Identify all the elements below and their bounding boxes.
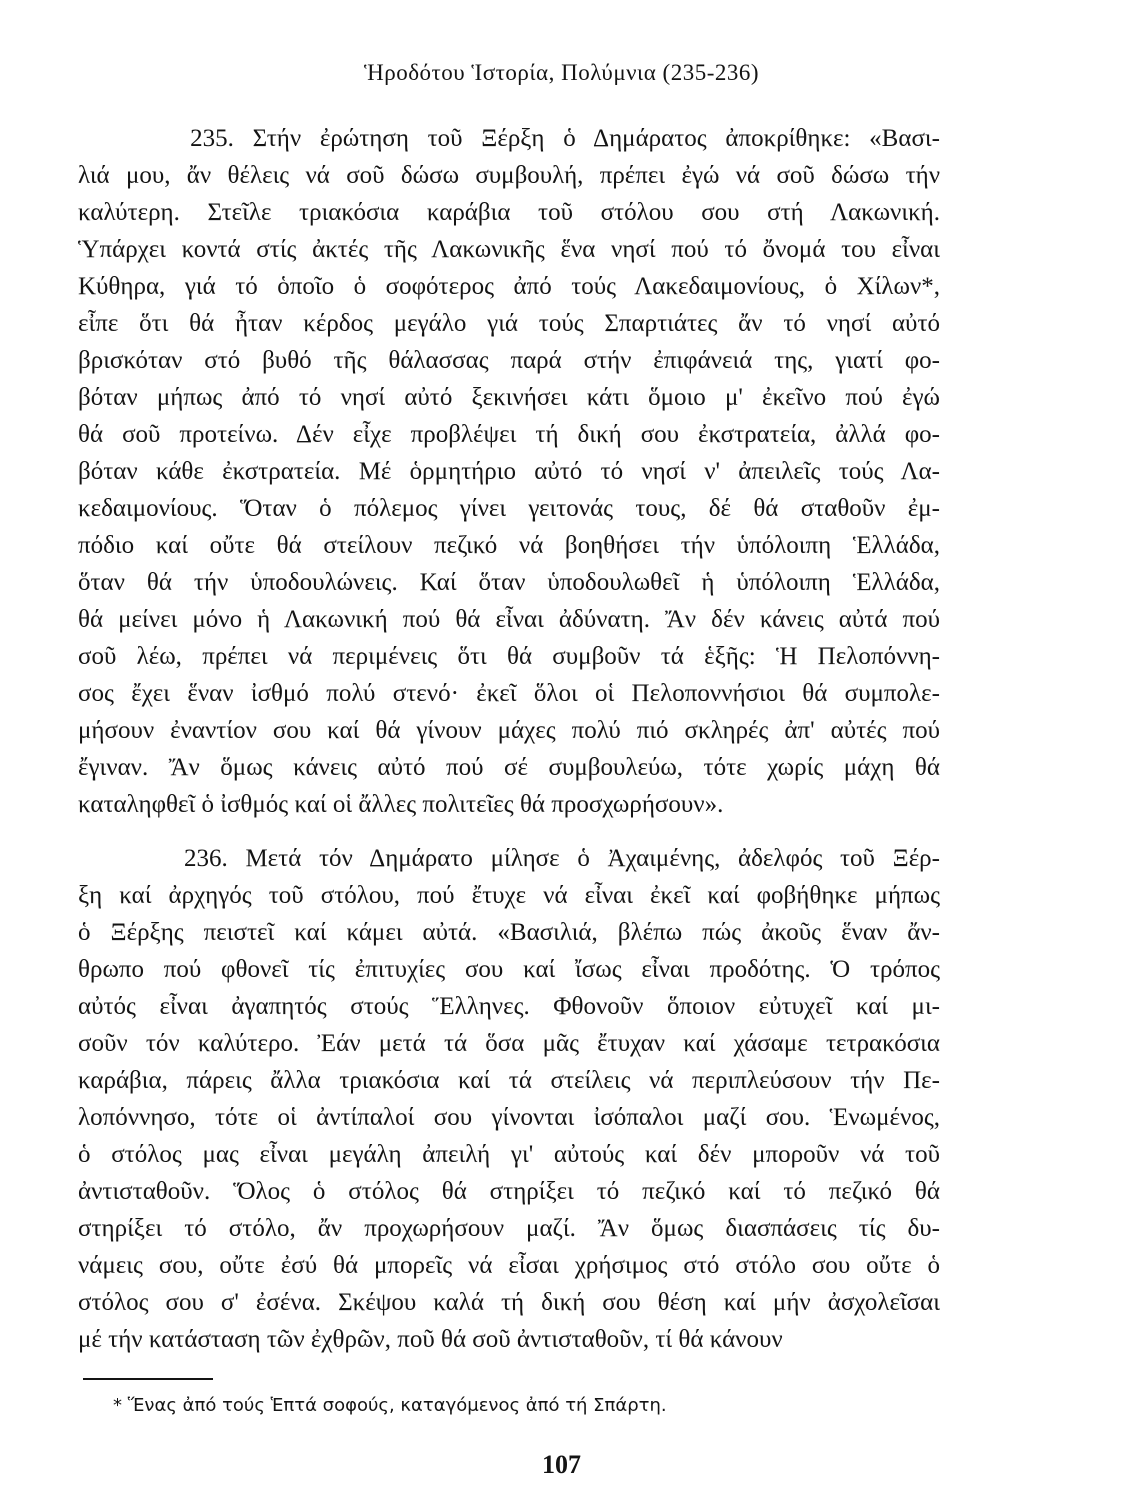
- text-line: εἶπε ὅτι θά ἦταν κέρδος μεγάλο γιά τούς Σπαρτιάτες ἄν τό νησί αὐτό: [78, 310, 940, 337]
- text-line: νάμεις σου, οὔτε ἐσύ θά μπορεῖς νά εἶσαι χρήσιμος στό στόλο σου οὔτε ὁ: [78, 1252, 940, 1279]
- text-line: θρωπο πού φθονεῖ τίς ἐπιτυχίες σου καί ἴσως εἶναι προδότης. Ὁ τρόπος: [78, 956, 940, 983]
- text-line: λιά μου, ἄν θέλεις νά σοῦ δώσω συμβουλή, πρέπει ἐγώ νά σοῦ δώσω τήν: [78, 162, 940, 189]
- section-236: [78, 840, 940, 1358]
- page-number: 107: [542, 1450, 581, 1479]
- footnote-rule: [83, 1378, 213, 1380]
- footnote: * Ἕνας ἀπό τούς Ἑπτά σοφούς, καταγόμενος ἀπό τή Σπάρτη.: [113, 1395, 667, 1416]
- text-line: θά σοῦ προτείνω. Δέν εἶχε προβλέψει τή δική σου ἐκστρατεία, ἀλλά φο-: [78, 421, 940, 448]
- text-line: ἀντισταθοῦν. Ὅλος ὁ στόλος θά στηρίξει τό πεζικό καί τό πεζικό θά: [78, 1178, 940, 1205]
- text-line: βόταν κάθε ἐκστρατεία. Μέ ὁρμητήριο αὐτό τό νησί ν' ἀπειλεῖς τούς Λα-: [78, 458, 940, 485]
- text-line: 236. Μετά τόν Δημάρατο μίλησε ὁ Ἀχαιμένης, ἀδελφός τοῦ Ξέρ-: [78, 845, 940, 872]
- text-line: πόδιο καί οὔτε θά στείλουν πεζικό νά βοηθήσει τήν ὑπόλοιπη Ἑλλάδα,: [78, 532, 940, 559]
- text-line: ὁ στόλος μας εἶναι μεγάλη ἀπειλή γι' αὐτούς καί δέν μποροῦν νά τοῦ: [78, 1141, 940, 1168]
- text-line: καράβια, πάρεις ἄλλα τριακόσια καί τά στείλεις νά περιπλεύσουν τήν Πε-: [78, 1067, 940, 1094]
- text-line: θά μείνει μόνο ἡ Λακωνική πού θά εἶναι ἀδύνατη. Ἄν δέν κάνεις αὐτά πού: [78, 606, 940, 633]
- text-line: μήσουν ἐναντίον σου καί θά γίνουν μάχες πολύ πιό σκληρές ἀπ' αὐτές πού: [78, 717, 940, 744]
- text-line: αὐτός εἶναι ἀγαπητός στούς Ἕλληνες. Φθονοῦν ὅποιον εὐτυχεῖ καί μι-: [78, 993, 940, 1020]
- text-line: καλύτερη. Στεῖλε τριακόσια καράβια τοῦ στόλου σου στή Λακωνική.: [78, 199, 940, 226]
- text-line: ὅταν θά τήν ὑποδουλώνεις. Καί ὅταν ὑποδουλωθεῖ ἡ ὑπόλοιπη Ἑλλάδα,: [78, 569, 940, 596]
- text-line: καταληφθεῖ ὁ ἰσθμός καί οἱ ἄλλες πολιτεῖες θά προσχωρήσουν».: [78, 791, 724, 818]
- text-line: σοῦ λέω, πρέπει νά περιμένεις ὅτι θά συμβοῦν τά ἑξῆς: Ἡ Πελοπόννη-: [78, 643, 940, 670]
- text-line: ἔγιναν. Ἄν ὅμως κάνεις αὐτό πού σέ συμβουλεύω, τότε χωρίς μάχη θά: [78, 754, 940, 781]
- text-line: 235. Στήν ἐρώτηση τοῦ Ξέρξη ὁ Δημάρατος ἀποκρίθηκε: «Βασι-: [78, 125, 940, 152]
- text-line: Κύθηρα, γιά τό ὁποῖο ὁ σοφότερος ἀπό τούς Λακεδαιμονίους, ὁ Χίλων*,: [78, 273, 940, 300]
- text-line: βρισκόταν στό βυθό τῆς θάλασσας παρά στήν ἐπιφάνειά της, γιατί φο-: [78, 347, 940, 374]
- text-line: Ὑπάρχει κοντά στίς ἀκτές τῆς Λακωνικῆς ἕνα νησί πού τό ὄνομά του εἶναι: [78, 236, 940, 263]
- text-line: βόταν μήπως ἀπό τό νησί αὐτό ξεκινήσει κάτι ὅμοιο μ' ἐκεῖνο πού ἐγώ: [78, 384, 940, 411]
- text-line: στηρίξει τό στόλο, ἄν προχωρήσουν μαζί. Ἄν ὅμως διασπάσεις τίς δυ-: [78, 1215, 940, 1242]
- text-line: κεδαιμονίους. Ὅταν ὁ πόλεμος γίνει γειτονάς τους, δέ θά σταθοῦν ἐμ-: [78, 495, 940, 522]
- text-line: ξη καί ἀρχηγός τοῦ στόλου, πού ἔτυχε νά εἶναι ἐκεῖ καί φοβήθηκε μήπως: [78, 882, 940, 909]
- section-235: [78, 120, 940, 823]
- text-line: ὁ Ξέρξης πειστεῖ καί κάμει αὐτά. «Βασιλιά, βλέπω πώς ἀκοῦς ἕναν ἄν-: [78, 919, 940, 946]
- text-line: μέ τήν κατάσταση τῶν ἐχθρῶν, ποῦ θά σοῦ ἀντισταθοῦν, τί θά κάνουν: [78, 1326, 783, 1353]
- text-line: λοπόννησο, τότε οἱ ἀντίπαλοί σου γίνονται ἰσόπαλοι μαζί σου. Ἑνωμένος,: [78, 1104, 940, 1131]
- text-line: σοῦν τόν καλύτερο. Ἐάν μετά τά ὅσα μᾶς ἔτυχαν καί χάσαμε τετρακόσια: [78, 1030, 940, 1057]
- text-line: σος ἔχει ἕναν ἰσθμό πολύ στενό· ἐκεῖ ὅλοι οἱ Πελοποννήσιοι θά συμπολε-: [78, 680, 940, 707]
- running-header: Ἡροδότου Ἱστορία, Πολύμνια (235-236): [363, 60, 760, 85]
- text-line: στόλος σου σ' ἐσένα. Σκέψου καλά τή δική σου θέση καί μήν ἀσχολεῖσαι: [78, 1289, 940, 1316]
